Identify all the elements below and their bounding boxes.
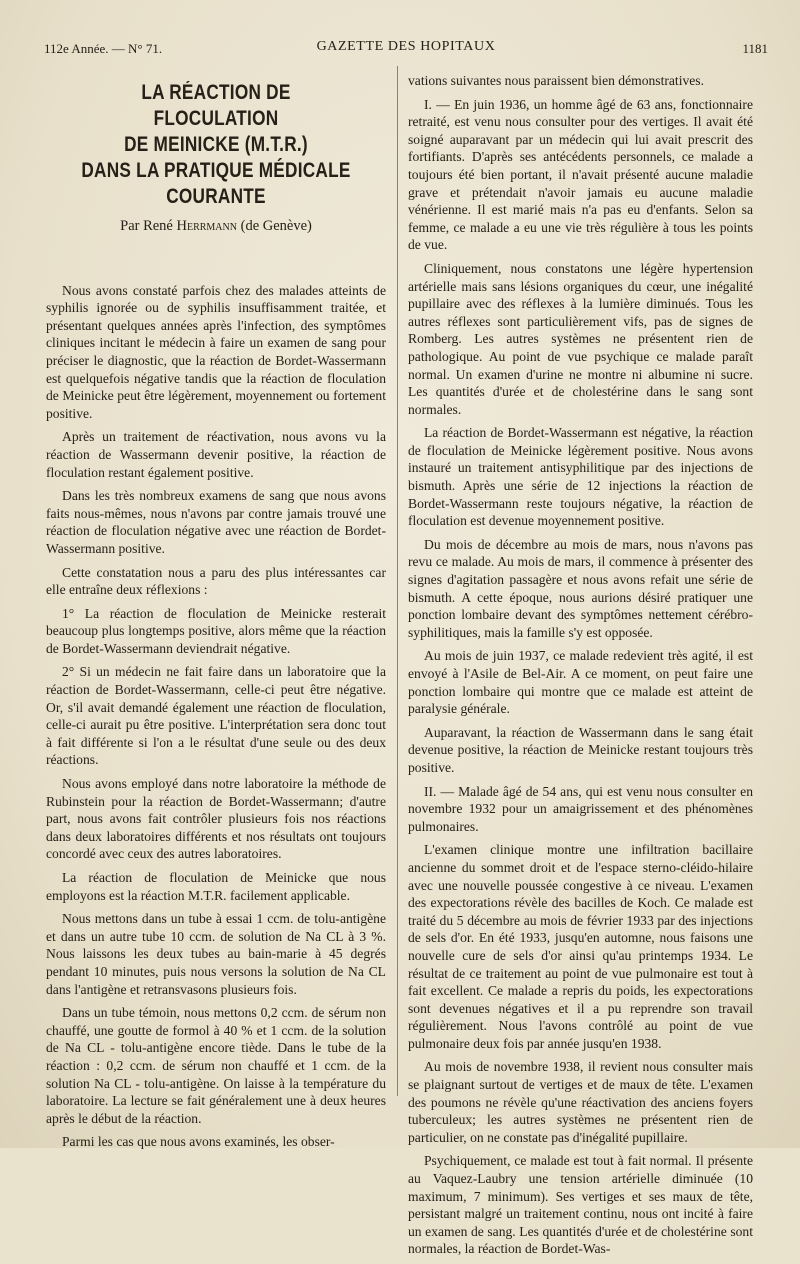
paragraph: Cliniquement, nous constatons une légère hypertension artérielle mais sans lésions organiques du cœur, une inégalité pupillaire avec des réflexes à la lumière diminués. Tous les autres réflexes sont particulièrement vifs, pas de signes de Romberg. Les autres systèmes ne présentent rien de pathologique. Au point de vue psychique ce malade paraît normal. Un examen d'urine ne montre ni albumine ni sucre. Les quantités d'urée et de cholestérine dans le sang sont normales. (408, 260, 753, 417)
article-title-line: DANS LA PRATIQUE MÉDICALE COURANTE (81, 159, 351, 208)
paragraph: 2° Si un médecin ne fait faire dans un laboratoire que la réaction de Bordet-Wassermann, celle-ci peut être négative. Or, s'il avait demandé également une réaction de floculation, celle-ci aurait pu être positive. L'interprétation sera donc tout à fait différente si l'on a le résultat d'une seule ou des deux réactions. (46, 664, 386, 768)
running-header (44, 38, 768, 60)
column-divider (397, 66, 398, 1096)
right-body-text (408, 72, 753, 1258)
article-title-line: DE MEINICKE (M.T.R.) (124, 133, 308, 156)
paragraph: Nous avons employé dans notre laboratoire la méthode de Rubinstein pour la réaction de Bordet-Wassermann; d'autre part, nous avons fait contrôler plusieurs fois nos réactions dans deux laboratoires différents et nos résultats ont toujours concordé avec ceux des autres laboratoires. (46, 776, 386, 862)
journal-title: GAZETTE DES HOPITAUX (316, 39, 496, 54)
article-title (77, 80, 356, 210)
paragraph: 1° La réaction de floculation de Meinicke resterait beaucoup plus longtemps positive, alors même que la réaction de Bordet-Wassermann deviendrait négative. (46, 605, 386, 656)
byline-prefix: Par René (120, 218, 177, 234)
left-body-text (46, 282, 386, 1151)
paragraph: La réaction de Bordet-Wassermann est négative, la réaction de floculation de Meinicke légèrement positive. Nous avons instauré un traitement antisyphilitique par des injections de bismuth. Après une série de 12 injections la réaction de Bordet-Wassermann reste toujours négative, la réaction de floculation est devenue moyennement positive. (408, 425, 753, 529)
paragraph: Nous mettons dans un tube à essai 1 ccm. de tolu-antigène et dans un autre tube 10 ccm. de solution de Na CL à 3 %. Nous laissons les deux tubes au bain-marie à 45 degrés pendant 10 minutes, puis nous versons la solution de Na CL dans l'antigène et retransvasons plusieurs fois. (46, 911, 386, 997)
issue-number: 112e Année. — N° 71. (44, 41, 163, 56)
page-number: 1181 (742, 41, 768, 56)
paragraph: Après un traitement de réactivation, nous avons vu la réaction de Wassermann devenir positive, la réaction de floculation restant également positive. (46, 429, 386, 480)
paragraph: I. — En juin 1936, un homme âgé de 63 ans, fonctionnaire retraité, est venu nous consulter pour des vertiges. Il avait été soigné auparavant par un médecin qui lui avait prescrit des fortifiants. D'après ses antécédents personnels, ce malade a toujours été bien portant, il n'avait présenté aucune maladie grave et prétendait n'avoir jamais eu aucune maladie vénérienne. Il est marié mais n'a pas eu d'enfants. Selon sa femme, ce malade a eu une vie très régulière à tous les points de vue. (408, 96, 753, 253)
paragraph: II. — Malade âgé de 54 ans, qui est venu nous consulter en novembre 1932 pour un amaigrissement et des phénomènes pulmonaires. (408, 783, 753, 834)
paragraph: Cette constatation nous a paru des plus intéressantes car elle entraîne deux réflexions : (46, 564, 386, 598)
paragraph: Psychiquement, ce malade est tout à fait normal. Il présente au Vaquez-Laubry une tension artérielle diminuée (10 maximum, 7 minimum). Ses vertiges et ses maux de tête, persistant malgré un traitement continu, nous ont incité à faire un examen de sang. Les quantités d'urée et de cholestérine sont normales, la réaction de Bordet-Was- (408, 1153, 753, 1257)
paragraph: Au mois de juin 1937, ce malade redevient très agité, il est envoyé à l'Asile de Bel-Air. A ce moment, on peut faire une ponction lombaire qui montre que ce malade est atteint de paralysie générale. (408, 648, 753, 717)
paragraph: Au mois de novembre 1938, il revient nous consulter mais se plaignant surtout de vertiges et de maux de tête. L'examen des poumons ne révèle qu'une réactivation des anciens foyers tuberculeux; les autres systèmes ne présentent rien de particulier, on ne constate pas d'inégalité pupillaire. (408, 1059, 753, 1145)
left-column (46, 72, 386, 1157)
paragraph: Auparavant, la réaction de Wassermann dans le sang était devenue positive, la réaction de Meinicke restant toujours très positive. (408, 724, 753, 775)
paragraph: Parmi les cas que nous avons examinés, les obser- (62, 1134, 335, 1150)
paragraph: Dans les très nombreux examens de sang que nous avons faits nous-mêmes, nous n'avons par contre jamais trouvé une réaction de floculation négative avec une réaction de Bordet-Wassermann positive. (46, 488, 386, 556)
right-column (408, 72, 753, 1264)
article-title-line: LA RÉACTION DE FLOCULATION (141, 81, 291, 130)
byline (46, 218, 386, 236)
byline-affiliation: (de Genève) (236, 218, 312, 234)
paragraph: vations suivantes nous paraissent bien démonstratives. (408, 73, 704, 88)
paragraph: Du mois de décembre au mois de mars, nous n'avons pas revu ce malade. Au mois de mars, il commence à présenter des signes d'agitation passagère et nous avons refait une série de bismuth. A cette époque, nous aurions désiré pratiquer une ponction lombaire devant des symptômes nettement cérébro-syphilitiques, mais la famille s'y est opposée. (408, 536, 753, 640)
paragraph: Dans un tube témoin, nous mettons 0,2 ccm. de sérum non chauffé, une goutte de formol à 40 % et 1 ccm. de la solution de Na CL - tolu-antigène encore tiède. Dans le tube de la réaction : 0,2 ccm. de sérum non chauffé et 1 ccm. de la solution Na CL - tolu-antigène. On laisse à la température du laboratoire. La lecture se fait généralement une à deux heures après le début de la réaction. (46, 1005, 386, 1126)
paragraph: L'examen clinique montre une infiltration bacillaire ancienne du sommet droit et de l'espace sterno-cléido-hilaire avec une nouvelle poussée congestive à ce niveau. L'examen des expectorations révèle des bacilles de Koch. Ce malade est traité du 5 décembre au mois de février 1933 par des injections de sels d'or. En été 1933, jusqu'en automne, nous faisons une nouvelle cure de sels d'or ainsi qu'au printemps 1934. Le résultat de ce traitement au point de vue pulmonaire est tout à fait excellent. Ce malade a repris du poids, les expectorations sont devenues négatives et il a pu reprendre son travail régulièrement. Nous l'avons contrôlé au point de vue pulmonaire deux fois par année jusqu'en 1938. (408, 842, 753, 1051)
paragraph: La réaction de floculation de Meinicke que nous employons est la réaction M.T.R. facilement applicable. (46, 870, 386, 903)
paragraph: Nous avons constaté parfois chez des malades atteints de syphilis ignorée ou de syphilis insuffisamment traitée, et présentant quelques années après l'infection, des symptômes cliniques incitant le médecin à faire un examen de sang pour préciser le diagnostic, que la réaction de Bordet-Wassermann est quelquefois négative tandis que la réaction de floculation de Meinicke peut être légèrement, moyennement ou fortement positive. (46, 282, 386, 421)
author-name: Herrmann (176, 218, 237, 234)
